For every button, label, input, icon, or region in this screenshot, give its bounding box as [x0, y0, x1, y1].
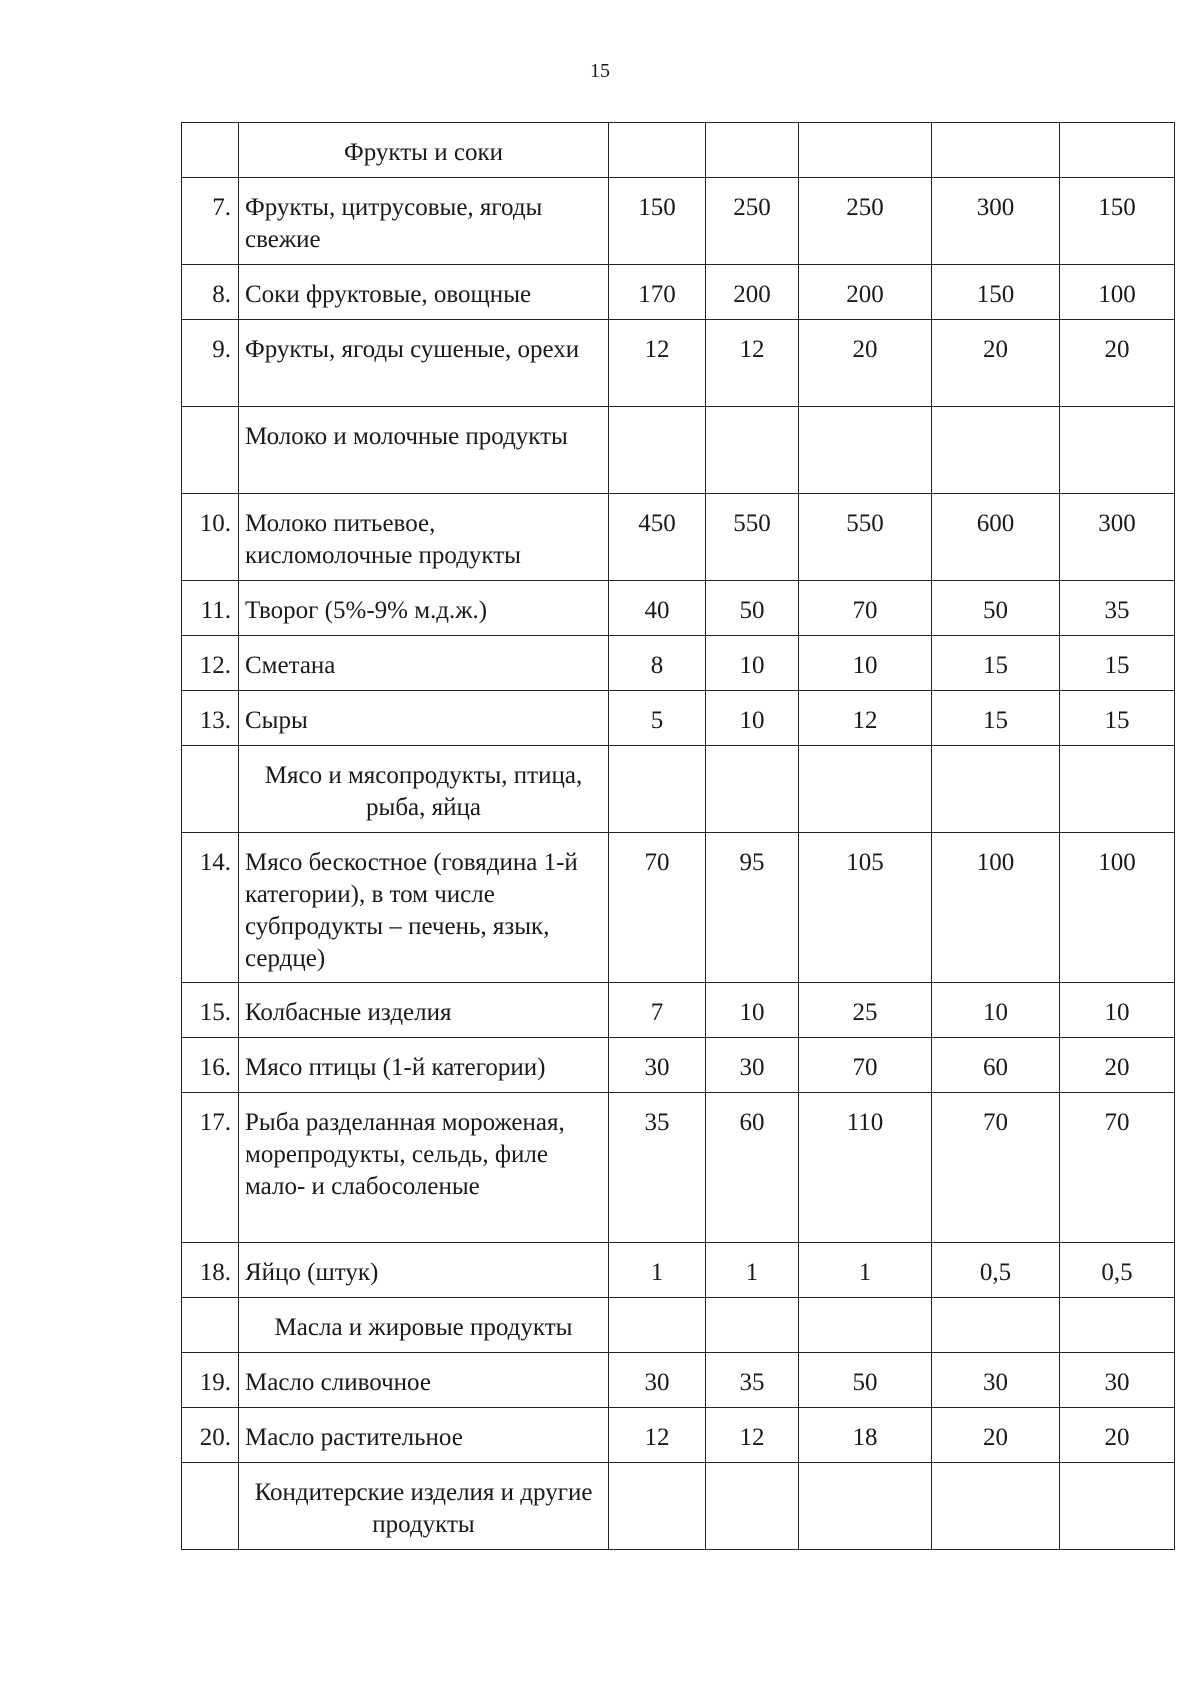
value-cell: 30 — [706, 1038, 799, 1093]
value-cell: 20 — [1060, 320, 1175, 407]
section-row — [182, 1463, 1175, 1550]
value-cell: 10 — [1060, 983, 1175, 1038]
value-cell: 20 — [1060, 1408, 1175, 1463]
section-row — [182, 1298, 1175, 1353]
product-name-cell: Соки фруктовые, овощные — [239, 265, 609, 320]
row-number-cell: 11. — [182, 581, 239, 636]
value-cell: 100 — [1060, 833, 1175, 983]
value-cell: 30 — [932, 1353, 1060, 1408]
value-cell: 0,5 — [932, 1243, 1060, 1298]
value-cell: 70 — [932, 1093, 1060, 1243]
value-cell: 12 — [706, 320, 799, 407]
value-cell: 10 — [706, 983, 799, 1038]
value-cell: 550 — [799, 494, 932, 581]
value-cell: 1 — [609, 1243, 706, 1298]
value-cell: 170 — [609, 265, 706, 320]
section-title-cell: Масла и жировые продукты — [239, 1298, 609, 1353]
product-name-cell: Молоко питьевое, кисломолочные продукты — [239, 494, 609, 581]
value-cell: 20 — [932, 320, 1060, 407]
product-name-cell: Масло сливочное — [239, 1353, 609, 1408]
value-cell: 70 — [799, 1038, 932, 1093]
table-row — [182, 1038, 1175, 1093]
value-cell: 15 — [1060, 636, 1175, 691]
value-cell: 0,5 — [1060, 1243, 1175, 1298]
product-name-cell: Сыры — [239, 691, 609, 746]
value-cell: 110 — [799, 1093, 932, 1243]
value-cell: 20 — [932, 1408, 1060, 1463]
value-cell: 1 — [706, 1243, 799, 1298]
value-cell — [706, 1298, 799, 1353]
value-cell: 40 — [609, 581, 706, 636]
product-name-cell: Фрукты, ягоды сушеные, орехи — [239, 320, 609, 407]
row-number-cell — [182, 746, 239, 833]
value-cell: 50 — [706, 581, 799, 636]
value-cell: 35 — [706, 1353, 799, 1408]
row-number-cell: 7. — [182, 178, 239, 265]
value-cell: 5 — [609, 691, 706, 746]
value-cell — [609, 123, 706, 178]
section-row — [182, 123, 1175, 178]
value-cell: 50 — [932, 581, 1060, 636]
product-name-cell: Мясо птицы (1-й категории) — [239, 1038, 609, 1093]
value-cell — [706, 407, 799, 494]
value-cell: 12 — [799, 691, 932, 746]
table-row — [182, 178, 1175, 265]
value-cell: 550 — [706, 494, 799, 581]
value-cell: 600 — [932, 494, 1060, 581]
value-cell: 200 — [706, 265, 799, 320]
value-cell: 35 — [609, 1093, 706, 1243]
value-cell — [799, 407, 932, 494]
table-row — [182, 983, 1175, 1038]
table-row — [182, 691, 1175, 746]
value-cell: 300 — [932, 178, 1060, 265]
page-number: 15 — [590, 60, 610, 82]
value-cell: 20 — [799, 320, 932, 407]
row-number-cell: 17. — [182, 1093, 239, 1243]
table-row — [182, 494, 1175, 581]
value-cell: 105 — [799, 833, 932, 983]
section-row — [182, 407, 1175, 494]
value-cell: 95 — [706, 833, 799, 983]
value-cell — [609, 746, 706, 833]
value-cell: 200 — [799, 265, 932, 320]
value-cell: 12 — [609, 1408, 706, 1463]
value-cell — [609, 1298, 706, 1353]
table-row — [182, 833, 1175, 983]
value-cell: 150 — [932, 265, 1060, 320]
table-row — [182, 265, 1175, 320]
product-name-cell: Колбасные изделия — [239, 983, 609, 1038]
row-number-cell: 20. — [182, 1408, 239, 1463]
value-cell — [1060, 1298, 1175, 1353]
value-cell: 70 — [1060, 1093, 1175, 1243]
value-cell: 12 — [609, 320, 706, 407]
table-body — [182, 123, 1175, 1550]
section-title-cell: Кондитерские изделия и другие продукты — [239, 1463, 609, 1550]
row-number-cell: 12. — [182, 636, 239, 691]
value-cell — [932, 123, 1060, 178]
value-cell: 25 — [799, 983, 932, 1038]
value-cell: 150 — [1060, 178, 1175, 265]
product-name-cell: Рыба разделанная мороженая, морепродукты, сельдь, филе мало- и слабосоленые — [239, 1093, 609, 1243]
value-cell — [799, 1298, 932, 1353]
value-cell: 450 — [609, 494, 706, 581]
value-cell: 10 — [799, 636, 932, 691]
row-number-cell — [182, 1298, 239, 1353]
table-row — [182, 1243, 1175, 1298]
value-cell — [1060, 123, 1175, 178]
value-cell: 7 — [609, 983, 706, 1038]
row-number-cell: 18. — [182, 1243, 239, 1298]
value-cell — [932, 746, 1060, 833]
value-cell — [799, 746, 932, 833]
value-cell: 20 — [1060, 1038, 1175, 1093]
value-cell: 70 — [799, 581, 932, 636]
row-number-cell: 8. — [182, 265, 239, 320]
section-title-cell: Мясо и мясопродукты, птица, рыба, яйца — [239, 746, 609, 833]
section-title-cell: Фрукты и соки — [239, 123, 609, 178]
value-cell: 15 — [1060, 691, 1175, 746]
value-cell: 15 — [932, 691, 1060, 746]
value-cell — [932, 407, 1060, 494]
row-number-cell: 15. — [182, 983, 239, 1038]
value-cell: 250 — [706, 178, 799, 265]
table-row — [182, 636, 1175, 691]
row-number-cell: 14. — [182, 833, 239, 983]
section-row — [182, 746, 1175, 833]
value-cell: 12 — [706, 1408, 799, 1463]
value-cell: 70 — [609, 833, 706, 983]
product-name-cell: Фрукты, цитрусовые, ягоды свежие — [239, 178, 609, 265]
product-name-cell: Сметана — [239, 636, 609, 691]
value-cell — [799, 1463, 932, 1550]
product-name-cell: Мясо бескостное (говядина 1-й категории), в том числе субпродукты – печень, язык, сердце) — [239, 833, 609, 983]
product-name-cell: Творог (5%-9% м.д.ж.) — [239, 581, 609, 636]
value-cell — [932, 1463, 1060, 1550]
value-cell: 250 — [799, 178, 932, 265]
value-cell — [799, 123, 932, 178]
value-cell: 35 — [1060, 581, 1175, 636]
value-cell: 1 — [799, 1243, 932, 1298]
section-title-cell: Молоко и молочные продукты — [239, 407, 609, 494]
value-cell — [932, 1298, 1060, 1353]
row-number-cell: 16. — [182, 1038, 239, 1093]
row-number-cell: 13. — [182, 691, 239, 746]
value-cell — [609, 1463, 706, 1550]
value-cell: 50 — [799, 1353, 932, 1408]
value-cell: 10 — [706, 691, 799, 746]
table-row — [182, 1353, 1175, 1408]
value-cell: 18 — [799, 1408, 932, 1463]
value-cell — [706, 1463, 799, 1550]
food-norms-table — [181, 122, 1175, 1550]
value-cell — [1060, 407, 1175, 494]
table-row — [182, 1408, 1175, 1463]
table-row — [182, 320, 1175, 407]
value-cell: 60 — [706, 1093, 799, 1243]
value-cell: 100 — [1060, 265, 1175, 320]
value-cell: 30 — [609, 1353, 706, 1408]
table-row — [182, 581, 1175, 636]
value-cell: 30 — [1060, 1353, 1175, 1408]
value-cell: 8 — [609, 636, 706, 691]
value-cell — [706, 746, 799, 833]
value-cell — [1060, 1463, 1175, 1550]
row-number-cell — [182, 123, 239, 178]
value-cell — [1060, 746, 1175, 833]
product-name-cell: Масло растительное — [239, 1408, 609, 1463]
value-cell: 30 — [609, 1038, 706, 1093]
value-cell — [706, 123, 799, 178]
value-cell: 15 — [932, 636, 1060, 691]
row-number-cell: 10. — [182, 494, 239, 581]
value-cell: 10 — [932, 983, 1060, 1038]
value-cell: 60 — [932, 1038, 1060, 1093]
value-cell: 100 — [932, 833, 1060, 983]
row-number-cell — [182, 1463, 239, 1550]
value-cell: 150 — [609, 178, 706, 265]
value-cell: 300 — [1060, 494, 1175, 581]
product-name-cell: Яйцо (штук) — [239, 1243, 609, 1298]
table-row — [182, 1093, 1175, 1243]
value-cell — [609, 407, 706, 494]
row-number-cell — [182, 407, 239, 494]
value-cell: 10 — [706, 636, 799, 691]
row-number-cell: 9. — [182, 320, 239, 407]
row-number-cell: 19. — [182, 1353, 239, 1408]
